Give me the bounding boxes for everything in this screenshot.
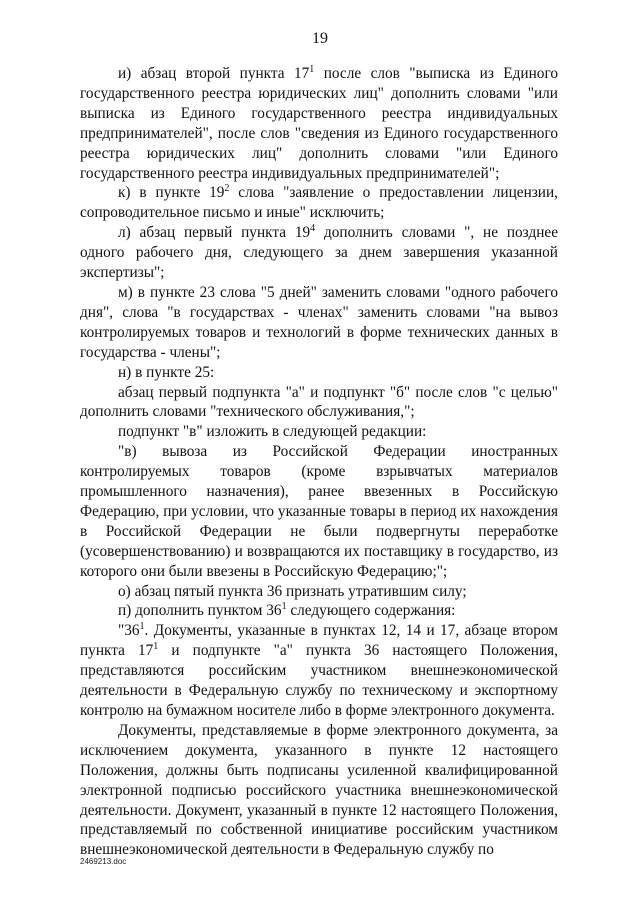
paragraph bbox=[80, 621, 558, 721]
paragraph bbox=[80, 422, 558, 442]
superscript-index: 2 bbox=[224, 183, 230, 195]
paragraph-text: "36 bbox=[118, 622, 140, 640]
superscript-index: 4 bbox=[310, 223, 316, 235]
paragraph-text: и подпункте "а" пункта 36 настоящего Положения, представляются российским участником внешнеэкономической деятельности в Федеральную службу по техническому и экспортному контролю на бумажном носителе либо в форме электронного документа. bbox=[80, 642, 558, 719]
superscript-index: 1 bbox=[309, 64, 315, 75]
document-body bbox=[80, 64, 558, 860]
paragraph bbox=[80, 183, 558, 223]
paragraph-text: н) в пункте 25: bbox=[118, 363, 215, 381]
paragraph-text: и) абзац второй пункта 17 bbox=[118, 65, 310, 82]
paragraph bbox=[80, 283, 558, 363]
paragraph bbox=[80, 223, 558, 283]
paragraph-text: Документы, представляемые в форме электронного документа, за исключением документа, указанного в пункте 12 настоящего Положения, должны быть подписаны усиленной квалифицированной электронной подписью российского участника внешнеэкономической деятельности. Документ, указанный в пункте 12 настоящего Положения, представляемый по собственной инициативе российским участником внешнеэкономической деятельности в Федеральную службу по bbox=[80, 721, 558, 859]
paragraph bbox=[80, 601, 558, 621]
paragraph bbox=[80, 442, 558, 581]
paragraph-text: л) абзац первый пункта 19 bbox=[118, 224, 311, 242]
superscript-index: 1 bbox=[281, 601, 287, 613]
paragraph-text: дополнить словами ", не позднее одного рабочего дня, следующего за днем завершения указанной экспертизы"; bbox=[80, 224, 559, 282]
file-name-footer: 2469213.doc bbox=[80, 857, 127, 866]
paragraph-text: к) в пункте 19 bbox=[118, 184, 225, 202]
paragraph-text: после слов "выписка из Единого государственного реестра юридических лиц" дополнить словами "или выписка из Единого государственного реестра индивидуальных предпринимателей", после слов "сведения из Единого государственного реестра юридических лиц" дополнить словами "или Единого государственного реестра индивидуальных предпринимателей"; bbox=[80, 65, 558, 182]
paragraph bbox=[80, 363, 558, 383]
paragraph bbox=[80, 582, 558, 602]
paragraph-text: слова "заявление о предоставлении лицензии, сопроводительное письмо и иные" исключить; bbox=[80, 184, 558, 222]
superscript-index: 1 bbox=[139, 621, 145, 633]
page-number: 19 bbox=[312, 30, 328, 47]
paragraph-text: м) в пункте 23 слова "5 дней" заменить словами "одного рабочего дня", слова "в государствах - членах" заменить словами "на вывоз контролируемых товаров и технологий в форме технических данных в государства - члены"; bbox=[80, 283, 558, 361]
paragraph bbox=[80, 383, 558, 423]
paragraph-text: п) дополнить пунктом 36 bbox=[118, 602, 282, 620]
paragraph-text: . Документы, указанные в пунктах 12, 14 и 17, абзаце втором пункта 17 bbox=[80, 622, 558, 660]
paragraph-text: о) абзац пятый пункта 36 признать утратившим силу; bbox=[118, 582, 467, 600]
paragraph-text: абзац первый подпункта "а" и подпункт "б" после слов "с целью" дополнить словами "технического обслуживания,"; bbox=[80, 383, 558, 421]
paragraph-text: "в) вывоза из Российской Федерации иностранных контролируемых товаров (кроме взрывчатых материалов промышленного назначения), ранее ввезенных в Российскую Федерацию, при условии, что указанные товары в период их нахождения в Российской Федерации не были подвергнуты переработке (усовершенствованию) и возвращаются их поставщику в государство, из которого они были ввезены в Российскую Федерацию;"; bbox=[80, 443, 558, 580]
paragraph bbox=[80, 64, 558, 183]
superscript-index: 1 bbox=[153, 641, 159, 653]
paragraph bbox=[80, 721, 558, 860]
paragraph-text: следующего содержания: bbox=[286, 602, 456, 620]
paragraph-text: подпункт "в" изложить в следующей редакции: bbox=[118, 423, 427, 441]
